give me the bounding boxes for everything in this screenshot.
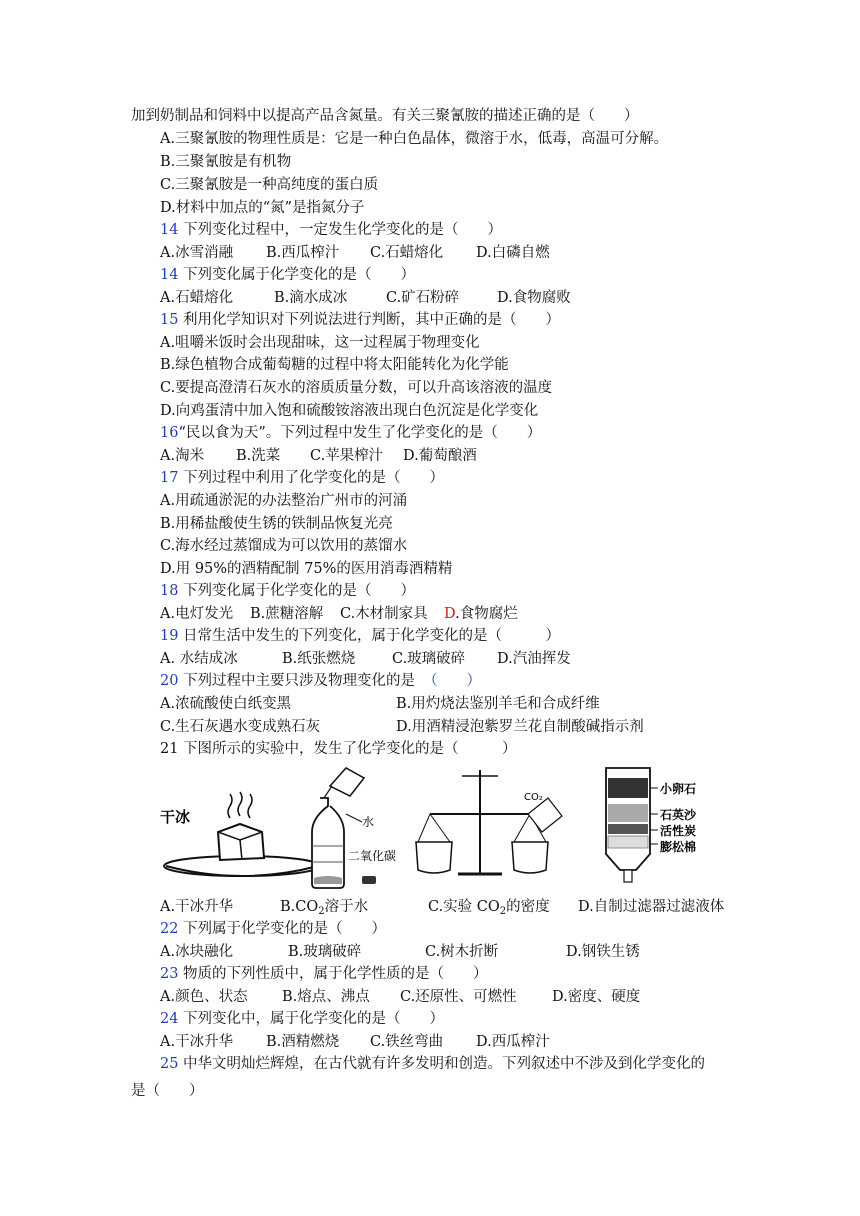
q22-text: 下列属于化学变化的是（ ） [178, 921, 387, 937]
q15-option-d: D.向鸡蛋清中加入饱和硫酸铵溶液出现白色沉淀是化学变化 [160, 403, 539, 419]
q18-option-d [444, 604, 518, 624]
q19-text: 日常生活中发生的下列变化，属于化学变化的是（ ） [178, 628, 561, 644]
q21-figure [150, 762, 750, 892]
q13-option-a: A.三聚氰胺的物理性质是：它是一种白色晶体，微溶于水，低毒，高温可分解。 [160, 131, 669, 147]
filter-figure [606, 768, 697, 882]
q14b-number: 14 [160, 267, 179, 283]
q16-number: 16 [160, 425, 179, 441]
q19-option-d: D.汽油挥发 [497, 651, 571, 667]
q25-text: 中华文明灿烂辉煌，在古代就有许多发明和创造。下列叙述中不涉及到化学变化的 [178, 1056, 706, 1072]
pebble-label: 小卵石 [660, 782, 697, 796]
q21-stem: 21 下图所示的实验中，发生了化学变化的是（ ） [160, 741, 517, 757]
q23-option-a: A.颜色、状态 [160, 989, 248, 1005]
q15-text: 利用化学知识对下列说法进行判断，其中正确的是（ ） [178, 312, 561, 328]
co2-bottle-label: 二氧化碳 [348, 849, 397, 863]
q18-option-d-text: .食物腐烂 [455, 606, 518, 622]
q14b-option-d: D.食物腐败 [497, 290, 571, 306]
q13-option-b: B.三聚氰胺是有机物 [160, 154, 292, 170]
q16-option-a: A.淘米 [160, 448, 205, 464]
q21-option-a: A.干冰升华 [160, 899, 234, 915]
q21-option-b-sub: 2 [318, 906, 325, 917]
q21-option-b-post: 溶于水 [324, 899, 369, 915]
q22-option-b: B.玻璃破碎 [288, 944, 362, 960]
q18-number: 18 [160, 583, 179, 599]
q14b-stem [160, 265, 415, 285]
q14a-option-d: D.白磷自燃 [476, 245, 550, 261]
balance-figure [416, 770, 562, 874]
q25-stem-continued: 是（ ） [131, 1083, 204, 1099]
q21-option-d: D.自制过滤器过滤液体 [578, 899, 725, 915]
q23-text: 物质的下列性质中，属于化学性质的是（ ） [178, 966, 488, 982]
q25-stem [160, 1054, 705, 1074]
q17-option-d: D.用 95%的酒精配制 75%的医用消毒酒精精 [160, 561, 453, 577]
q22-option-a: A.冰块融化 [160, 944, 234, 960]
q15-option-a: A.咀嚼米饭时会出现甜味，这一过程属于物理变化 [160, 335, 480, 351]
q18-stem [160, 581, 415, 601]
q19-number: 19 [160, 628, 179, 644]
q16-option-c: C.苹果榨汁 [310, 448, 384, 464]
q13-option-d: D.材料中加点的“氮”是指氮分子 [160, 200, 365, 216]
q14a-text: 下列变化过程中，一定发生化学变化的是（ ） [178, 222, 503, 238]
q20-number: 20 [160, 673, 179, 689]
q25-number: 25 [160, 1056, 179, 1072]
q14b-option-b: B.滴水成冰 [274, 290, 348, 306]
q24-option-b: B.酒精燃烧 [266, 1034, 340, 1050]
q19-option-b: B.纸张燃烧 [282, 651, 356, 667]
q20-stem [160, 671, 481, 691]
q21-option-c [428, 897, 550, 922]
quartz-label: 石英沙 [660, 808, 697, 822]
q20-option-d: D.用酒精浸泡紫罗兰花自制酸碱指示剂 [396, 719, 644, 735]
q20-answer-paren: （ ） [423, 673, 482, 689]
q24-option-d: D.西瓜榨汁 [476, 1034, 550, 1050]
q24-option-a: A.干冰升华 [160, 1034, 234, 1050]
q22-number: 22 [160, 921, 179, 937]
q14a-option-c: C.石蜡熔化 [370, 245, 444, 261]
q15-stem [160, 310, 560, 330]
q23-stem [160, 964, 488, 984]
q20-option-c: C.生石灰遇水变成熟石灰 [160, 719, 321, 735]
q15-option-b: B.绿色植物合成葡萄糖的过程中将太阳能转化为化学能 [160, 357, 509, 373]
q18-option-c: C.木材制家具 [340, 606, 428, 622]
q18-option-a: A.电灯发光 [160, 606, 234, 622]
q23-option-c: C.还原性、可燃性 [400, 989, 517, 1005]
q15-number: 15 [160, 312, 179, 328]
q14a-option-a: A.冰雪消融 [160, 245, 234, 261]
cotton-label: 膨松棉 [660, 840, 697, 854]
q13-option-c: C.三聚氰胺是一种高纯度的蛋白质 [160, 177, 379, 193]
q18-option-b: B.蔗糖溶解 [250, 606, 324, 622]
q14b-text: 下列变化属于化学变化的是（ ） [178, 267, 416, 283]
q14b-option-a: A.石蜡熔化 [160, 290, 234, 306]
q21-option-c-post: 的密度 [506, 899, 550, 915]
dry-ice-label: 干冰 [160, 808, 191, 826]
q17-number: 17 [160, 470, 179, 486]
q19-stem [160, 626, 560, 646]
q24-number: 24 [160, 1011, 179, 1027]
q14a-number: 14 [160, 222, 179, 238]
q19-option-c: C.玻璃破碎 [392, 651, 466, 667]
q20-option-a: A.浓硫酸使白纸变黑 [160, 696, 292, 712]
q23-number: 23 [160, 966, 179, 982]
q23-option-b: B.熔点、沸点 [282, 989, 370, 1005]
q24-text: 下列变化中，属于化学变化的是（ ） [178, 1011, 445, 1027]
q16-option-d: D.葡萄酿酒 [403, 448, 477, 464]
q24-stem [160, 1009, 444, 1029]
q13-stem-continued: 加到奶制品和饲料中以提高产品含氮量。有关三聚氰胺的描述正确的是（ ） [131, 108, 639, 124]
q14b-option-c: C.矿石粉碎 [386, 290, 460, 306]
q20-text: 下列过程中主要只涉及物理变化的是 [178, 673, 416, 689]
q21-option-b-pre: B.CO [280, 899, 319, 915]
q17-option-a: A.用疏通淤泥的办法整治广州市的河涌 [160, 493, 408, 509]
q21-option-c-pre: C.实验 CO [428, 899, 500, 915]
q24-option-c: C.铁丝弯曲 [370, 1034, 444, 1050]
q22-option-c: C.树木折断 [425, 944, 499, 960]
q22-option-d: D.钢铁生锈 [566, 944, 640, 960]
q16-stem [160, 423, 541, 443]
co2-label: CO₂ [524, 792, 543, 803]
q16-text: “民以食为天”。下列过程中发生了化学变化的是（ ） [178, 425, 542, 441]
q23-option-d: D.密度、硬度 [552, 989, 641, 1005]
q20-option-b: B.用灼烧法鉴别羊毛和合成纤维 [396, 696, 600, 712]
q17-option-b: B.用稀盐酸使生锈的铁制品恢复光亮 [160, 516, 393, 532]
co2-bottle-figure [312, 768, 396, 888]
q19-option-a: A. 水结成冰 [160, 651, 238, 667]
q17-text: 下列过程中利用了化学变化的是（ ） [178, 470, 445, 486]
q16-option-b: B.洗菜 [236, 448, 281, 464]
q14a-stem [160, 220, 502, 240]
q22-stem [160, 919, 386, 939]
q17-option-c: C.海水经过蒸馏成为可以饮用的蒸馏水 [160, 538, 408, 554]
q17-stem [160, 468, 444, 488]
dry-ice-figure [160, 792, 320, 876]
q18-option-d-letter: D [444, 606, 456, 622]
carbon-label: 活性炭 [660, 824, 697, 838]
water-label: 水 [362, 815, 375, 829]
q14a-option-b: B.西瓜榨汁 [266, 245, 340, 261]
q18-text: 下列变化属于化学变化的是（ ） [178, 583, 416, 599]
q15-option-c: C.要提高澄清石灰水的溶质质量分数，可以升高该溶液的温度 [160, 380, 553, 396]
q21-option-c-sub: 2 [499, 906, 507, 917]
